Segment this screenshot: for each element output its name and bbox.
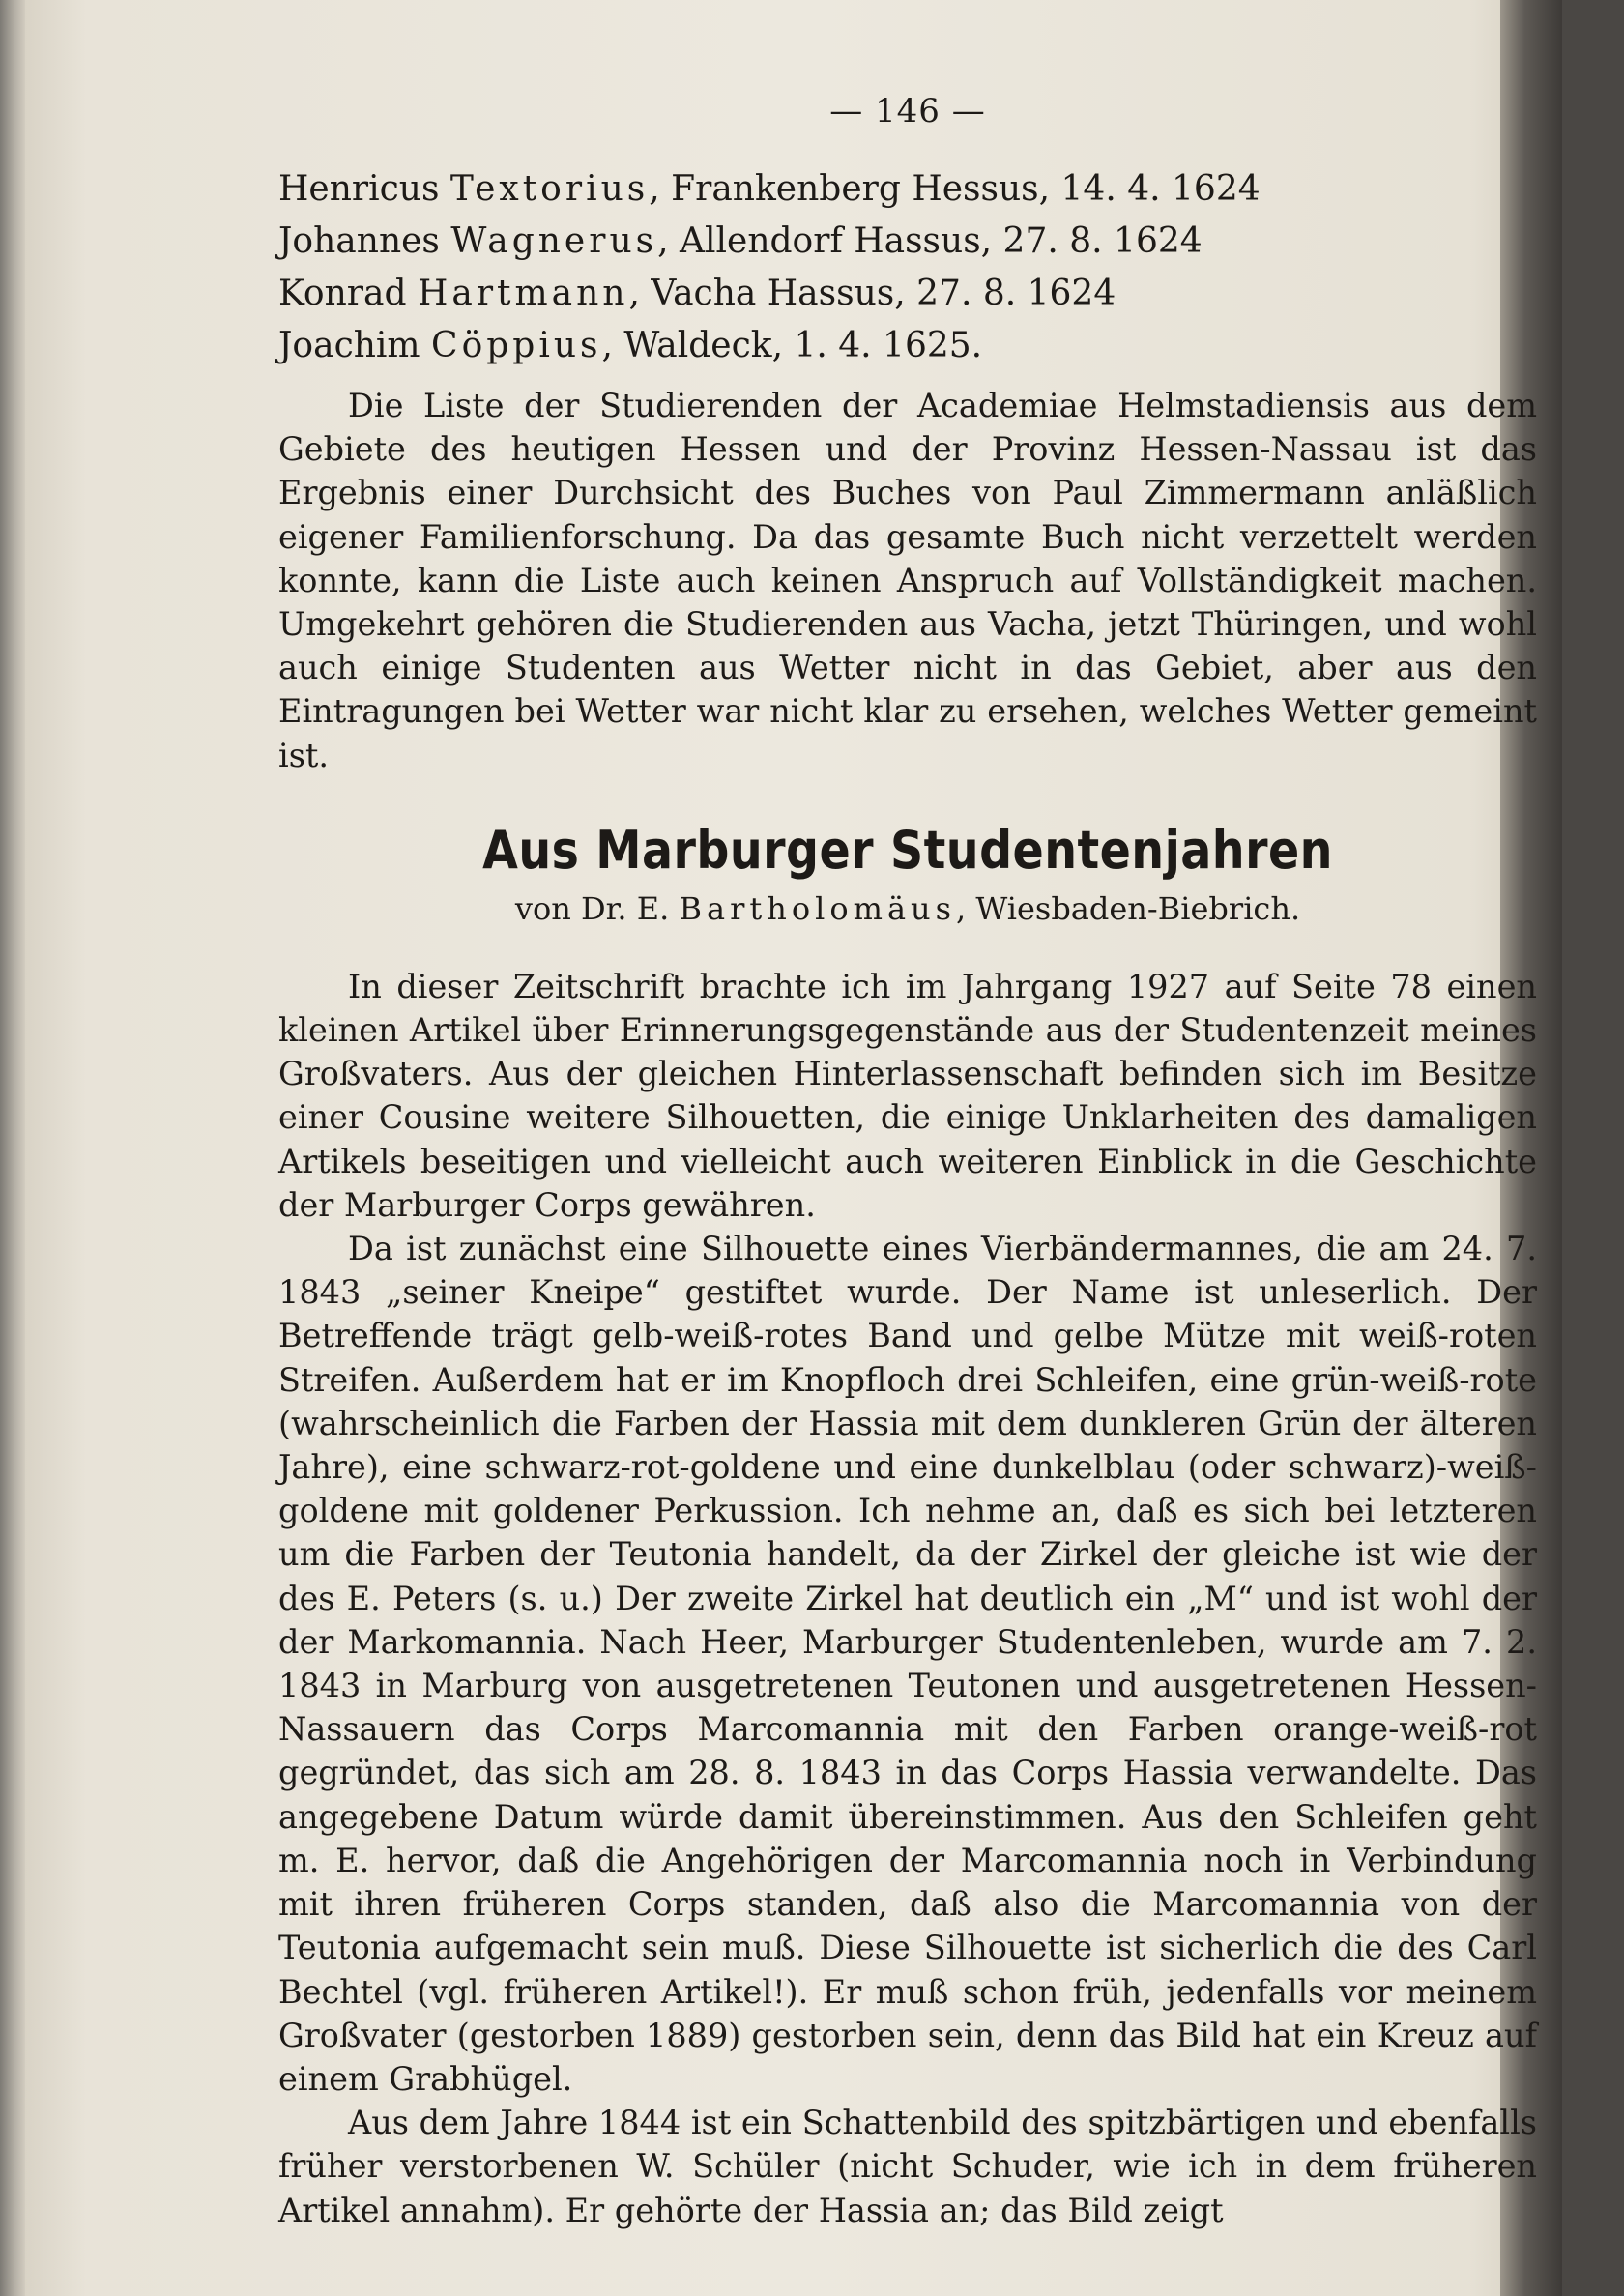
entry-origin: , Waldeck, 1. 4. 1625. [601, 326, 983, 365]
student-entry [278, 268, 1537, 320]
entry-origin: , Frankenberg Hessus, 14. 4. 1624 [649, 169, 1261, 209]
entry-origin: , Allendorf Hassus, 27. 8. 1624 [657, 221, 1203, 261]
entry-surname: Textorius [450, 169, 650, 209]
student-entry [278, 320, 1537, 372]
intro-paragraph: Die Liste der Studierenden der Academiae Helmstadiensis aus dem Gebiete des heutigen Hessen und der Provinz Hessen-Nassau ist das Ergebnis einer Durchsicht des Buches von Paul Zimmermann anläßlich eigener Familienforschung. Da das gesamte Buch nicht verzettelt werden konnte, kann die Liste auch keinen Anspruch auf Vollständigkeit machen. Umgekehrt gehören die Studierenden aus Vacha, jetzt Thüringen, und wohl auch einige Studenten aus Wetter nicht in das Gebiet, aber aus den Eintragungen bei Wetter war nicht klar zu ersehen, welches Wetter gemeint ist. [278, 387, 1537, 774]
byline-prefix: von Dr. E. [514, 889, 680, 927]
entry-given-name: Konrad [278, 274, 407, 313]
entry-origin: , Vacha Hassus, 27. 8. 1624 [628, 274, 1116, 313]
document-page [25, 0, 1562, 2296]
article-paragraph: In dieser Zeitschrift brachte ich im Jahrgang 1927 auf Seite 78 einen kleinen Artikel über Erinnerungsgegenstände aus der Studentenzeit meines Großvaters. Aus der gleichen Hinterlassenschaft befinden sich im Besitze einer Cousine weitere Silhouetten, die einige Unklarheiten des damaligen Artikels beseitigen und vielleicht auch weiteren Einblick in die Geschichte der Marburger Corps gewähren. [278, 967, 1537, 1224]
entry-surname: Wagnerus [450, 221, 658, 261]
byline-suffix: , Wiesbaden-Biebrich. [956, 889, 1301, 927]
article-paragraph: Da ist zunächst eine Silhouette eines Vierbändermannes, die am 24. 7. 1843 „seiner Kneipe“ gestiftet wurde. Der Name ist unleserlich. Der Betreffende trägt gelb-weiß-rotes Band und gelbe Mütze mit weiß-roten Streifen. Außerdem hat er im Knopfloch drei Schleifen, eine grün-weiß-rote (wahrscheinlich die Farben der Hassia mit dem dunkleren Grün der älteren Jahre), eine schwarz-rot-goldene und eine dunkelblau (oder schwarz)-weiß-goldene mit goldener Perkussion. Ich nehme an, daß es sich bei letzteren um die Farben der Teutonia handelt, da der Zirkel der gleiche ist wie der des E. Peters (s. u.) Der zweite Zirkel hat deutlich ein „M“ und ist wohl der der Markomannia. Nach Heer, Marburger Studentenleben, wurde am 7. 2. 1843 in Marburg von ausgetretenen Teutonen und ausgetretenen Hessen-Nassauern das Corps Marcomannia mit den Farben orange-weiß-rot gegründet, das sich am 28. 8. 1843 in das Corps Hassia verwandelte. Das angegebene Datum würde damit übereinstimmen. Aus den Schleifen geht m. E. hervor, daß die Angehörigen der Marcomannia noch in Verbindung mit ihren früheren Corps standen, daß also die Marcomannia von der Teutonia aufgemacht sein muß. Diese Silhouette ist sicherlich die des Carl Bechtel (vgl. früheren Artikel!). Er muß schon früh, jedenfalls vor meinem Großvater (gestorben 1889) gestorben sein, denn das Bild hat ein Kreuz auf einem Grabhügel. [278, 1230, 1537, 2098]
article-title: Aus Marburger Studentenjahren [482, 819, 1333, 881]
entry-surname: Cöppius [431, 326, 602, 365]
article-byline [278, 887, 1537, 930]
student-entry [278, 216, 1537, 268]
entry-surname: Hartmann [417, 274, 629, 313]
page-number: — 146 — [829, 92, 986, 131]
entry-given-name: Joachim [278, 326, 420, 365]
article-paragraph: Aus dem Jahre 1844 ist ein Schattenbild des spitzbärtigen und ebenfalls früher verstorbenen W. Schüler (nicht Schuder, wie ich in dem früheren Artikel annahm). Er gehörte der Hassia an; das Bild zeigt [278, 2104, 1537, 2229]
student-entry [278, 163, 1537, 216]
scan-left-edge [0, 0, 25, 2296]
byline-author: Bartholomäus [679, 889, 957, 927]
entry-given-name: Henricus [278, 169, 440, 209]
entry-given-name: Johannes [278, 221, 440, 261]
page-content [278, 92, 1537, 2232]
